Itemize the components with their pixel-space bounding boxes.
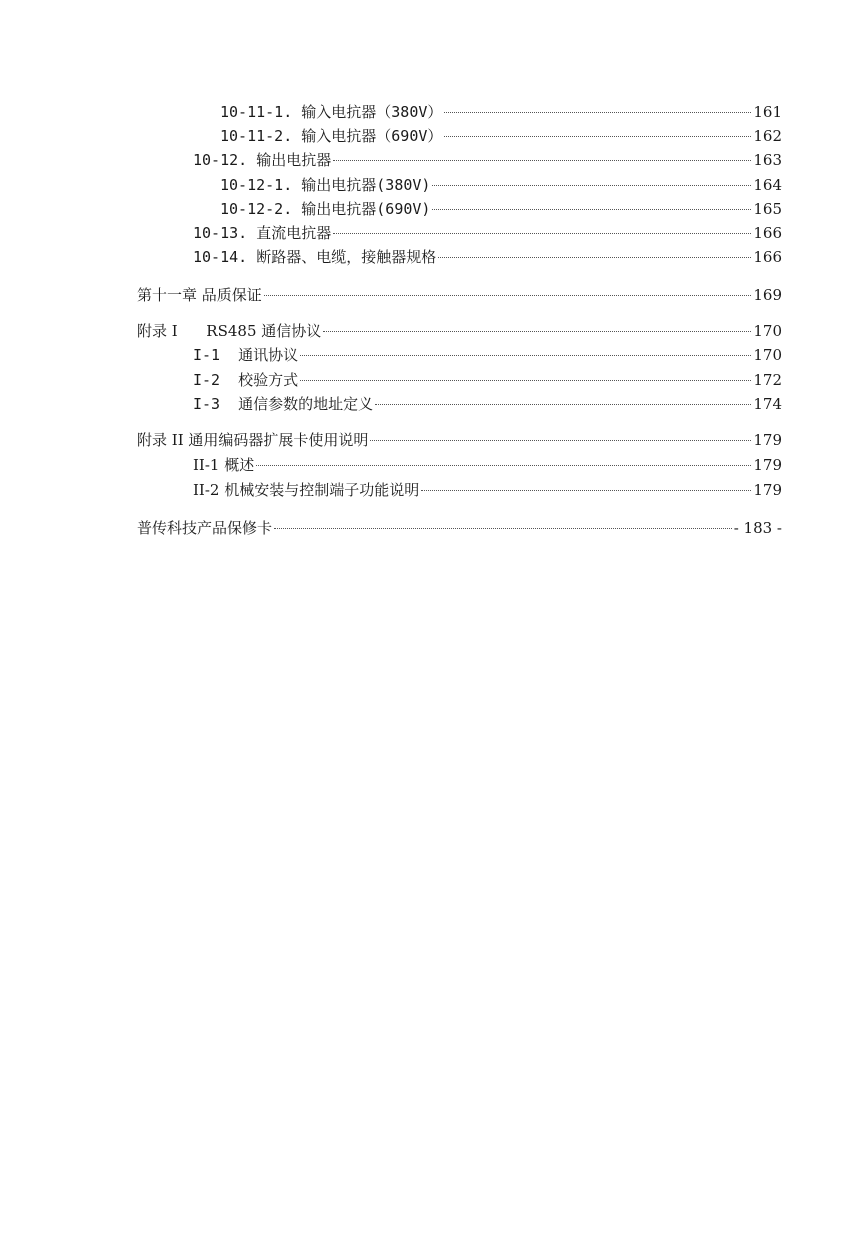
toc-entry-10-12[interactable] [193,149,782,171]
toc-entry-label: 10-11-1. 输入电抗器（380V） [220,103,443,121]
toc-entry-page: 166 [753,248,782,266]
toc-entry-label: 10-12. 输出电抗器 [193,151,332,169]
toc-leader-dots [256,464,751,466]
toc-entry-page: 172 [753,371,782,389]
toc-entry-label: 10-13. 直流电抗器 [193,224,332,242]
toc-leader-dots [432,184,751,186]
toc-entry-label: 附录 II 通用编码器扩展卡使用说明 [137,431,369,449]
toc-entry-10-14[interactable] [193,246,782,268]
toc-leader-dots [300,354,751,356]
toc-entry-appendix-1[interactable] [137,320,782,342]
toc-entry-label: I-1 通讯协议 [193,346,299,364]
toc-leader-dots [333,232,751,234]
toc-entry-10-12-2[interactable] [220,198,782,220]
toc-leader-dots [274,527,732,529]
toc-entry-ii-1[interactable] [193,454,782,476]
toc-entry-10-13[interactable] [193,222,782,244]
toc-entry-label: 10-12-2. 输出电抗器(690V) [220,200,431,218]
toc-entry-page: 174 [753,395,782,413]
toc-entry-i-3[interactable] [193,393,782,415]
toc-leader-dots [323,330,751,332]
toc-entry-label: 10-11-2. 输入电抗器（690V） [220,127,443,145]
toc-entry-page: 170 [753,346,782,364]
toc-entry-ii-2[interactable] [193,479,782,501]
toc-entry-label: I-3 通信参数的地址定义 [193,395,374,413]
toc-entry-page: 163 [753,151,782,169]
toc-leader-dots [438,256,751,258]
toc-entry-page: 164 [753,176,782,194]
toc-leader-dots [264,294,752,296]
toc-entry-page: 179 [753,431,782,449]
toc-entry-chapter-11[interactable] [137,284,782,306]
toc-entry-label: 10-12-1. 输出电抗器(380V) [220,176,431,194]
toc-leader-dots [300,379,751,381]
toc-leader-dots [432,208,751,210]
toc-entry-page: 165 [753,200,782,218]
toc-entry-page: 170 [753,322,782,340]
toc-entry-10-11-2[interactable] [220,125,782,147]
toc-entry-i-1[interactable] [193,344,782,366]
toc-entry-page: 162 [753,127,782,145]
toc-leader-dots [444,111,751,113]
toc-entry-10-12-1[interactable] [220,174,782,196]
toc-entry-10-11-1[interactable] [220,101,782,123]
toc-entry-page: 161 [753,103,782,121]
toc-entry-page: 179 [753,481,782,499]
toc-entry-page: 169 [753,286,782,304]
toc-entry-page: 179 [753,456,782,474]
toc-leader-dots [333,159,751,161]
toc-entry-label: II-2 机械安装与控制端子功能说明 [193,481,420,499]
toc-entry-label: I-2 校验方式 [193,371,299,389]
toc-leader-dots [444,135,751,137]
toc-leader-dots [421,489,751,491]
toc-entry-page: - 183 - [733,519,782,537]
toc-entry-label: II-1 概述 [193,456,255,474]
toc-entry-label: 第十一章 品质保证 [137,286,262,304]
toc-entry-warranty-card[interactable] [137,517,782,539]
toc-entry-page: 166 [753,224,782,242]
toc-entry-label: 普传科技产品保修卡 [137,519,273,537]
toc-leader-dots [375,403,751,405]
toc-entry-i-2[interactable] [193,369,782,391]
toc-entry-label: 10-14. 断路器、电缆，接触器规格 [193,248,437,266]
toc-leader-dots [370,439,751,441]
toc-entry-label: 附录 I RS485 通信协议 [137,322,322,340]
toc-entry-appendix-2[interactable] [137,429,782,451]
